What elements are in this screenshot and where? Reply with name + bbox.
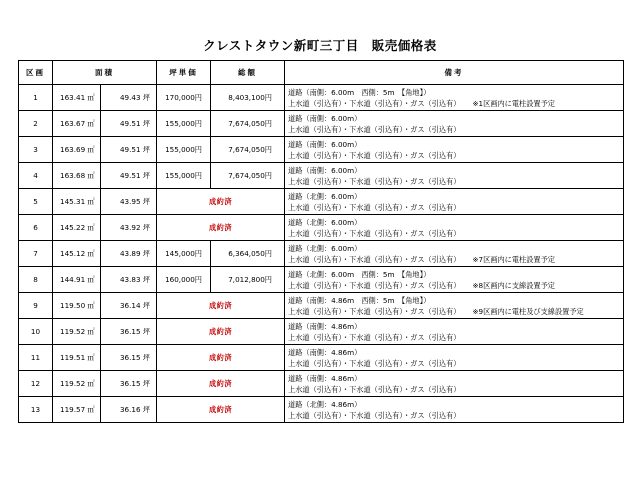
ku-number: 4 xyxy=(19,163,53,189)
utility-note-text: 上水道（引込有）・下水道（引込有）・ガス（引込有） xyxy=(288,280,461,290)
total-price: 7,012,800円 xyxy=(211,267,285,293)
ku-number: 8 xyxy=(19,267,53,293)
table-row xyxy=(19,85,624,111)
notes-cell xyxy=(285,345,624,371)
header-area: 面積 xyxy=(53,61,157,85)
notes-cell xyxy=(285,137,624,163)
road-note: 道路（北側：6.00m） xyxy=(288,191,362,201)
road-note: 道路（北側：4.86m） xyxy=(288,399,362,409)
utility-note-text: 上水道（引込有）・下水道（引込有）・ガス（引込有） xyxy=(288,254,461,264)
area-m2: 119.52 ㎡ xyxy=(53,319,101,345)
area-m2: 145.31 ㎡ xyxy=(53,189,101,215)
sold-badge: 成約済 xyxy=(157,215,285,241)
table-header-row xyxy=(19,61,624,85)
tsubo-price: 155,000円 xyxy=(157,163,211,189)
table-row xyxy=(19,319,624,345)
road-note: 道路（南側：6.00m） xyxy=(288,165,362,175)
table-row xyxy=(19,397,624,423)
total-price: 6,364,050円 xyxy=(211,241,285,267)
tsubo-price: 170,000円 xyxy=(157,85,211,111)
sold-badge: 成約済 xyxy=(157,397,285,423)
utility-note xyxy=(288,228,623,239)
table-row xyxy=(19,267,624,293)
ku-number: 5 xyxy=(19,189,53,215)
notes-cell xyxy=(285,163,624,189)
area-m2: 145.22 ㎡ xyxy=(53,215,101,241)
header-tsubo-price: 坪単価 xyxy=(157,61,211,85)
total-price: 8,403,100円 xyxy=(211,85,285,111)
sold-badge: 成約済 xyxy=(157,371,285,397)
utility-note xyxy=(288,202,623,213)
sold-badge: 成約済 xyxy=(157,345,285,371)
sold-badge: 成約済 xyxy=(157,189,285,215)
area-tsubo: 49.51 坪 xyxy=(101,111,157,137)
area-m2: 163.69 ㎡ xyxy=(53,137,101,163)
road-note: 道路（南側：4.86m） xyxy=(288,321,362,331)
table-row xyxy=(19,137,624,163)
table-row xyxy=(19,111,624,137)
header-notes: 備考 xyxy=(285,61,624,85)
table-row xyxy=(19,293,624,319)
utility-note xyxy=(288,124,623,135)
table-row xyxy=(19,189,624,215)
area-tsubo: 36.15 坪 xyxy=(101,371,157,397)
notes-cell xyxy=(285,111,624,137)
tsubo-price: 160,000円 xyxy=(157,267,211,293)
ku-number: 12 xyxy=(19,371,53,397)
ku-number: 9 xyxy=(19,293,53,319)
tsubo-price: 145,000円 xyxy=(157,241,211,267)
utility-note xyxy=(288,306,623,317)
road-note: 道路（南側：4.86m） xyxy=(288,373,362,383)
utility-note-text: 上水道（引込有）・下水道（引込有）・ガス（引込有） xyxy=(288,150,461,160)
notes-cell xyxy=(285,371,624,397)
table-row xyxy=(19,345,624,371)
area-m2: 119.52 ㎡ xyxy=(53,371,101,397)
area-m2: 145.12 ㎡ xyxy=(53,241,101,267)
area-tsubo: 36.14 坪 xyxy=(101,293,157,319)
area-tsubo: 43.92 坪 xyxy=(101,215,157,241)
utility-note-text: 上水道（引込有）・下水道（引込有）・ガス（引込有） xyxy=(288,306,461,316)
area-m2: 163.41 ㎡ xyxy=(53,85,101,111)
tsubo-price: 155,000円 xyxy=(157,137,211,163)
utility-note xyxy=(288,332,623,343)
road-note: 道路（北側：6.00m） xyxy=(288,217,362,227)
road-note: 道路（南側：6.00m） xyxy=(288,139,362,149)
road-note: 道路（南側：6.00m） xyxy=(288,113,362,123)
road-note: 道路（南側：4.86m 西側：5m 【角地】） xyxy=(288,295,431,305)
area-m2: 144.91 ㎡ xyxy=(53,267,101,293)
utility-note-text: 上水道（引込有）・下水道（引込有）・ガス（引込有） xyxy=(288,124,461,134)
utility-note-text: 上水道（引込有）・下水道（引込有）・ガス（引込有） xyxy=(288,228,461,238)
utility-note xyxy=(288,254,623,265)
notes-cell xyxy=(285,189,624,215)
table-row xyxy=(19,163,624,189)
utility-note-text: 上水道（引込有）・下水道（引込有）・ガス（引込有） xyxy=(288,358,461,368)
extra-note: ※7区画内に電柱設置予定 xyxy=(472,254,555,264)
ku-number: 3 xyxy=(19,137,53,163)
utility-note xyxy=(288,280,623,291)
utility-note-text: 上水道（引込有）・下水道（引込有）・ガス（引込有） xyxy=(288,384,461,394)
price-table xyxy=(18,60,624,423)
area-m2: 163.68 ㎡ xyxy=(53,163,101,189)
ku-number: 13 xyxy=(19,397,53,423)
area-tsubo: 43.89 坪 xyxy=(101,241,157,267)
tsubo-price: 155,000円 xyxy=(157,111,211,137)
ku-number: 11 xyxy=(19,345,53,371)
road-note: 道路（北側：6.00m） xyxy=(288,243,362,253)
ku-number: 10 xyxy=(19,319,53,345)
ku-number: 1 xyxy=(19,85,53,111)
header-ku: 区画 xyxy=(19,61,53,85)
table-body xyxy=(19,85,624,423)
extra-note: ※1区画内に電柱設置予定 xyxy=(472,98,555,108)
sold-badge: 成約済 xyxy=(157,319,285,345)
utility-note xyxy=(288,98,623,109)
utility-note xyxy=(288,384,623,395)
notes-cell xyxy=(285,241,624,267)
notes-cell xyxy=(285,267,624,293)
total-price: 7,674,050円 xyxy=(211,137,285,163)
notes-cell xyxy=(285,215,624,241)
area-tsubo: 49.51 坪 xyxy=(101,163,157,189)
table-row xyxy=(19,371,624,397)
area-m2: 163.67 ㎡ xyxy=(53,111,101,137)
ku-number: 6 xyxy=(19,215,53,241)
utility-note-text: 上水道（引込有）・下水道（引込有）・ガス（引込有） xyxy=(288,410,461,420)
utility-note-text: 上水道（引込有）・下水道（引込有）・ガス（引込有） xyxy=(288,202,461,212)
road-note: 道路（南側：6.00m 西側：5m 【角地】） xyxy=(288,87,431,97)
area-tsubo: 43.95 坪 xyxy=(101,189,157,215)
area-tsubo: 49.43 坪 xyxy=(101,85,157,111)
notes-cell xyxy=(285,397,624,423)
area-m2: 119.57 ㎡ xyxy=(53,397,101,423)
area-m2: 119.51 ㎡ xyxy=(53,345,101,371)
utility-note xyxy=(288,410,623,421)
notes-cell xyxy=(285,293,624,319)
road-note: 道路（北側：6.00m 西側：5m 【角地】） xyxy=(288,269,431,279)
ku-number: 2 xyxy=(19,111,53,137)
area-tsubo: 36.15 坪 xyxy=(101,345,157,371)
utility-note xyxy=(288,358,623,369)
area-tsubo: 36.15 坪 xyxy=(101,319,157,345)
table-row xyxy=(19,241,624,267)
utility-note-text: 上水道（引込有）・下水道（引込有）・ガス（引込有） xyxy=(288,332,461,342)
page-title: クレストタウン新町三丁目 販売価格表 xyxy=(203,38,437,53)
utility-note-text: 上水道（引込有）・下水道（引込有）・ガス（引込有） xyxy=(288,176,461,186)
extra-note: ※9区画内に電柱及び支線設置予定 xyxy=(472,306,584,316)
ku-number: 7 xyxy=(19,241,53,267)
table-row xyxy=(19,215,624,241)
sold-badge: 成約済 xyxy=(157,293,285,319)
notes-cell xyxy=(285,85,624,111)
total-price: 7,674,050円 xyxy=(211,163,285,189)
utility-note xyxy=(288,150,623,161)
area-tsubo: 49.51 坪 xyxy=(101,137,157,163)
area-m2: 119.50 ㎡ xyxy=(53,293,101,319)
area-tsubo: 36.16 坪 xyxy=(101,397,157,423)
utility-note xyxy=(288,176,623,187)
road-note: 道路（南側：4.86m） xyxy=(288,347,362,357)
total-price: 7,674,050円 xyxy=(211,111,285,137)
area-tsubo: 43.83 坪 xyxy=(101,267,157,293)
header-total: 総額 xyxy=(211,61,285,85)
notes-cell xyxy=(285,319,624,345)
utility-note-text: 上水道（引込有）・下水道（引込有）・ガス（引込有） xyxy=(288,98,461,108)
extra-note: ※8区画内に支線設置予定 xyxy=(472,280,555,290)
